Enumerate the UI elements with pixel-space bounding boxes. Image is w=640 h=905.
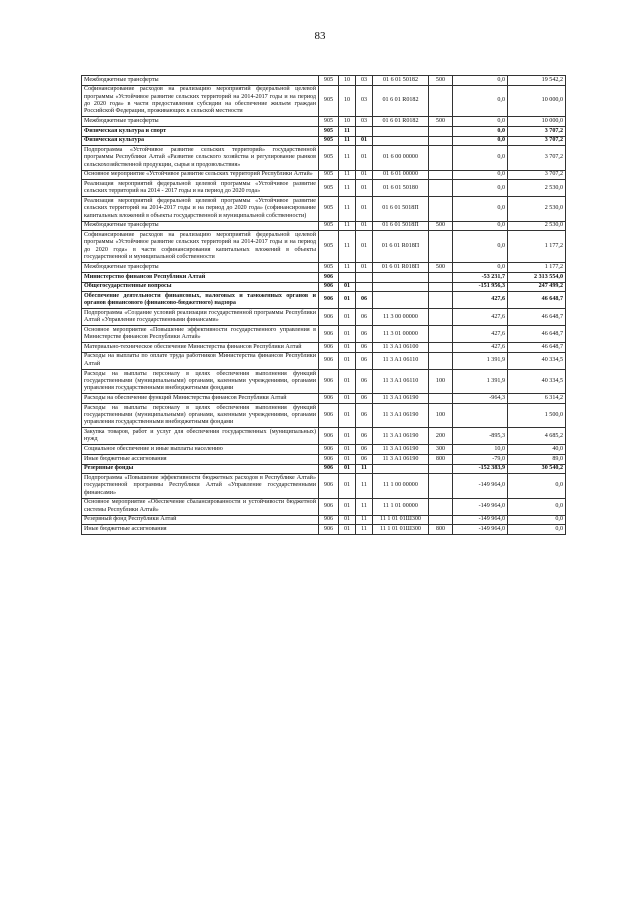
cell-change: 427,6 [453,309,508,326]
table-row [82,272,566,282]
cell-grbs: 906 [319,343,339,353]
cell-total: 40 334,5 [508,369,566,393]
cell-grbs: 905 [319,263,339,273]
cell-grbs: 906 [319,515,339,525]
cell-grbs: 905 [319,76,339,86]
cell-section: 01 [339,464,356,474]
cell-change: 1 391,9 [453,352,508,369]
cell-total: 46 648,7 [508,292,566,309]
cell-expense-type [429,197,453,221]
cell-change: 0,0 [453,231,508,263]
cell-expense-type [429,180,453,197]
table-row [82,445,566,455]
cell-grbs: 906 [319,369,339,393]
table-row [82,136,566,146]
cell-name: Основное мероприятие «Повышение эффективности государственного управления в Министерстве финансов Республики Алтай» [82,326,319,343]
cell-section: 11 [339,197,356,221]
cell-section: 01 [339,525,356,535]
cell-target-article [373,127,429,137]
table-row [82,231,566,263]
cell-subsection: 03 [356,117,373,127]
cell-change: 0,0 [453,221,508,231]
cell-expense-type [429,170,453,180]
table-row [82,76,566,86]
cell-grbs: 905 [319,197,339,221]
cell-name: Межбюджетные трансферты [82,117,319,127]
cell-total: 3 707,2 [508,170,566,180]
cell-grbs: 906 [319,292,339,309]
cell-subsection: 06 [356,292,373,309]
cell-section: 11 [339,170,356,180]
table-row [82,498,566,515]
cell-target-article: 01 6 01 5018П [373,221,429,231]
cell-name: Подпрограмма «Устойчивое развитие сельских территорий» государственной программы Республики Алтай «Развитие сельского хозяйства и регулирование рынков сельскохозяйственной продукции, сырья и продовольствия» [82,146,319,170]
cell-subsection: 01 [356,136,373,146]
cell-grbs: 906 [319,445,339,455]
cell-section: 01 [339,428,356,445]
cell-change [453,403,508,427]
cell-section [339,272,356,282]
cell-subsection: 01 [356,197,373,221]
cell-expense-type: 500 [429,76,453,86]
cell-total: 19 542,2 [508,76,566,86]
cell-subsection: 03 [356,76,373,86]
cell-total: 30 540,2 [508,464,566,474]
cell-change: -149 964,0 [453,474,508,498]
cell-subsection: 06 [356,445,373,455]
cell-grbs: 906 [319,474,339,498]
cell-grbs: 906 [319,455,339,465]
cell-section: 10 [339,85,356,117]
table-row [82,221,566,231]
cell-target-article: 11 1 01 01Ш300 [373,515,429,525]
table-row [82,455,566,465]
cell-total: 2 530,0 [508,180,566,197]
cell-target-article: 11 3 A1 06190 [373,403,429,427]
cell-expense-type [429,394,453,404]
cell-change: 0,0 [453,85,508,117]
cell-total: 10 000,0 [508,117,566,127]
cell-change: 0,0 [453,146,508,170]
cell-expense-type [429,146,453,170]
cell-total: 2 530,0 [508,197,566,221]
cell-total: 89,0 [508,455,566,465]
cell-total: 0,0 [508,515,566,525]
cell-subsection [356,282,373,292]
cell-target-article: 11 3 A1 06190 [373,394,429,404]
cell-target-article [373,292,429,309]
cell-grbs: 906 [319,428,339,445]
cell-subsection: 01 [356,263,373,273]
cell-expense-type [429,309,453,326]
cell-target-article: 01 6 00 00000 [373,146,429,170]
cell-subsection: 06 [356,352,373,369]
cell-expense-type: 100 [429,403,453,427]
cell-section: 01 [339,352,356,369]
cell-grbs: 906 [319,309,339,326]
cell-grbs: 906 [319,272,339,282]
cell-grbs: 906 [319,282,339,292]
cell-section: 11 [339,221,356,231]
cell-total: 4 685,2 [508,428,566,445]
cell-subsection: 11 [356,525,373,535]
table-row [82,309,566,326]
cell-name: Софинансирование расходов на реализацию мероприятий федеральной целевой программы «Устойчивое развитие сельских территорий на 2014-2017 годы и на период до 2020 года» в части предоставления субсидии на обеспечение жильем граждан Российской Федерации, проживающих в сельской местности [82,85,319,117]
cell-total: 1 500,0 [508,403,566,427]
cell-name: Расходы на выплаты персоналу в целях обеспечения выполнения функций государственными (муниципальными) органами, казенными учреждениями, органами управления государственными внебюджетными фондами [82,369,319,393]
table-row [82,369,566,393]
table-body [82,76,566,535]
cell-subsection: 06 [356,326,373,343]
table-row [82,127,566,137]
cell-expense-type [429,282,453,292]
cell-total: 247 499,2 [508,282,566,292]
cell-expense-type: 500 [429,221,453,231]
cell-change: 0,0 [453,263,508,273]
cell-section: 10 [339,117,356,127]
cell-name: Материально-техническое обеспечение Министерства финансов Республики Алтай [82,343,319,353]
cell-grbs: 906 [319,525,339,535]
cell-target-article: 11 3 A1 06190 [373,445,429,455]
cell-change: -151 956,3 [453,282,508,292]
cell-subsection: 01 [356,231,373,263]
cell-name: Общегосударственные вопросы [82,282,319,292]
cell-expense-type: 800 [429,525,453,535]
cell-section: 01 [339,403,356,427]
cell-target-article [373,272,429,282]
cell-expense-type: 800 [429,455,453,465]
cell-subsection: 06 [356,394,373,404]
cell-subsection: 01 [356,221,373,231]
cell-name: Софинансирование расходов на реализацию мероприятий федеральной целевой программы «Устойчивое развитие сельских территорий на 2014-2017 годы и на период до 2020 года» в части софинансирования капитальных вложений в объекты государственной и муниципальной собственности [82,231,319,263]
cell-change: -149 964,0 [453,498,508,515]
cell-expense-type [429,352,453,369]
table-row [82,117,566,127]
cell-subsection: 11 [356,515,373,525]
cell-expense-type [429,464,453,474]
cell-subsection: 06 [356,428,373,445]
cell-name: Основное мероприятие «Устойчивое развитие сельских территорий Республики Алтай» [82,170,319,180]
cell-name: Расходы на выплаты персоналу в целях обеспечения выполнения функций государственными (муниципальными) органами, казенными учреждениями, органами управления государственными внебюджетными фондами [82,403,319,427]
cell-total: 46 648,7 [508,343,566,353]
cell-name: Расходы на выплаты по оплате труда работников Министерства финансов Республики Алтай [82,352,319,369]
cell-grbs: 906 [319,403,339,427]
cell-name: Иные бюджетные ассигнования [82,455,319,465]
cell-grbs: 906 [319,464,339,474]
cell-change: 0,0 [453,180,508,197]
cell-subsection: 06 [356,343,373,353]
cell-grbs: 906 [319,394,339,404]
table-row [82,292,566,309]
cell-total: 46 648,7 [508,309,566,326]
cell-expense-type: 200 [429,428,453,445]
cell-change: 0,0 [453,117,508,127]
table-row [82,525,566,535]
cell-change: -79,0 [453,455,508,465]
table-row [82,326,566,343]
cell-expense-type: 500 [429,263,453,273]
cell-total: 0,0 [508,525,566,535]
cell-section: 11 [339,127,356,137]
cell-subsection [356,272,373,282]
cell-total: 0,0 [508,474,566,498]
cell-name: Социальное обеспечение и иные выплаты населению [82,445,319,455]
table-row [82,343,566,353]
cell-section: 11 [339,136,356,146]
cell-total: 3 707,2 [508,136,566,146]
cell-total: 1 177,2 [508,231,566,263]
cell-expense-type: 500 [429,117,453,127]
cell-total: 6 314,2 [508,394,566,404]
table-row [82,85,566,117]
cell-change: 0,0 [453,136,508,146]
cell-subsection: 03 [356,85,373,117]
cell-target-article: 01 6 01 00000 [373,170,429,180]
cell-name: Резервные фонды [82,464,319,474]
cell-total: 1 177,2 [508,263,566,273]
cell-change: -895,3 [453,428,508,445]
cell-expense-type [429,85,453,117]
table-row [82,428,566,445]
table-row [82,394,566,404]
cell-change: 427,6 [453,292,508,309]
cell-target-article: 11 1 01 01Ш300 [373,525,429,535]
cell-change: 427,6 [453,326,508,343]
cell-expense-type [429,498,453,515]
cell-name: Физическая культура и спорт [82,127,319,137]
cell-target-article [373,282,429,292]
cell-target-article: 11 3 A1 06100 [373,343,429,353]
cell-expense-type [429,127,453,137]
cell-section: 01 [339,394,356,404]
cell-total: 2 530,0 [508,221,566,231]
cell-expense-type [429,515,453,525]
cell-change: 0,0 [453,170,508,180]
cell-subsection: 11 [356,464,373,474]
cell-target-article: 11 3 A1 06110 [373,369,429,393]
cell-grbs: 905 [319,170,339,180]
cell-section: 01 [339,445,356,455]
cell-change: 0,0 [453,127,508,137]
cell-subsection: 06 [356,369,373,393]
cell-subsection: 11 [356,474,373,498]
cell-expense-type [429,272,453,282]
cell-grbs: 905 [319,180,339,197]
cell-target-article: 11 1 00 00000 [373,474,429,498]
cell-target-article: 11 3 A1 06110 [373,352,429,369]
table-row [82,474,566,498]
cell-name: Подпрограмма «Повышение эффективности бюджетных расходов в Республике Алтай» государственной программы Республики Алтай «Управление государственными финансами» [82,474,319,498]
cell-subsection: 01 [356,146,373,170]
table-row [82,464,566,474]
cell-section: 01 [339,326,356,343]
cell-name: Расходы на обеспечение функций Министерства финансов Республики Алтай [82,394,319,404]
cell-grbs: 906 [319,326,339,343]
cell-grbs: 905 [319,117,339,127]
cell-change: -149 964,0 [453,525,508,535]
cell-expense-type [429,136,453,146]
cell-expense-type: 100 [429,369,453,393]
cell-name: Резервный фонд Республики Алтай [82,515,319,525]
cell-change: 1 391,9 [453,369,508,393]
cell-target-article [373,136,429,146]
table-row [82,403,566,427]
cell-expense-type [429,474,453,498]
cell-change: -53 231,7 [453,272,508,282]
cell-subsection: 06 [356,455,373,465]
cell-subsection: 06 [356,403,373,427]
cell-target-article: 01 6 01 50180 [373,180,429,197]
cell-section: 01 [339,455,356,465]
cell-total: 40 334,5 [508,352,566,369]
cell-subsection [356,127,373,137]
cell-total: 0,0 [508,498,566,515]
cell-target-article: 01 6 01 R0182 [373,85,429,117]
cell-target-article: 11 3 A1 06190 [373,428,429,445]
cell-section: 01 [339,369,356,393]
cell-name: Межбюджетные трансферты [82,221,319,231]
cell-subsection: 11 [356,498,373,515]
cell-change: 10,0 [453,445,508,455]
table-row [82,197,566,221]
cell-subsection: 06 [356,309,373,326]
table-row [82,515,566,525]
table-row [82,263,566,273]
cell-name: Реализация мероприятий федеральной целевой программы «Устойчивое развитие сельских территорий на 2014-2017 годы и на период до 2020 года» (софинансирование капитальных вложений в объекты государственной и муниципальной собственности) [82,197,319,221]
table-row [82,282,566,292]
cell-name: Межбюджетные трансферты [82,76,319,86]
cell-section: 11 [339,263,356,273]
cell-total: 3 707,2 [508,146,566,170]
cell-grbs: 905 [319,146,339,170]
cell-name: Межбюджетные трансферты [82,263,319,273]
cell-expense-type [429,343,453,353]
cell-name: Реализация мероприятий федеральной целевой программы «Устойчивое развитие сельских территорий на 2014 - 2017 годы и на период до 2020 года» [82,180,319,197]
cell-section: 11 [339,231,356,263]
page-number: 83 [314,30,326,42]
cell-total: 3 707,2 [508,127,566,137]
cell-change: -152 383,9 [453,464,508,474]
cell-name: Иные бюджетные ассигнования [82,525,319,535]
cell-change: 0,0 [453,197,508,221]
table-row [82,352,566,369]
cell-target-article: 01 6 01 R0182 [373,117,429,127]
cell-change: 0,0 [453,76,508,86]
cell-target-article: 11 1 01 00000 [373,498,429,515]
cell-name: Основное мероприятие «Обеспечение сбалансированности и устойчивости бюджетной системы Республики Алтай» [82,498,319,515]
cell-total: 10 000,0 [508,85,566,117]
cell-subsection: 01 [356,180,373,197]
cell-name: Подпрограмма «Создание условий реализации государственной программы Республики Алтай «Управление государственными финансами» [82,309,319,326]
cell-grbs: 905 [319,136,339,146]
cell-section: 01 [339,282,356,292]
cell-subsection: 01 [356,170,373,180]
cell-section: 01 [339,292,356,309]
table-row [82,170,566,180]
cell-name: Закупка товаров, работ и услуг для обеспечения государственных (муниципальных) нужд [82,428,319,445]
cell-grbs: 906 [319,352,339,369]
cell-grbs: 905 [319,127,339,137]
cell-total: 46 648,7 [508,326,566,343]
cell-section: 11 [339,146,356,170]
cell-expense-type: 300 [429,445,453,455]
cell-section: 01 [339,498,356,515]
cell-section: 01 [339,515,356,525]
cell-section: 11 [339,180,356,197]
cell-grbs: 906 [319,498,339,515]
cell-total: 40,0 [508,445,566,455]
cell-grbs: 905 [319,231,339,263]
cell-target-article: 01 6 01 R018П [373,263,429,273]
cell-grbs: 905 [319,85,339,117]
cell-section: 10 [339,76,356,86]
cell-grbs: 905 [319,221,339,231]
cell-target-article: 11 3 01 00000 [373,326,429,343]
cell-target-article: 01 6 01 50182 [373,76,429,86]
table-row [82,146,566,170]
cell-expense-type [429,292,453,309]
cell-expense-type [429,231,453,263]
cell-section: 01 [339,474,356,498]
budget-table [81,75,566,535]
cell-total: 2 313 554,0 [508,272,566,282]
cell-section: 01 [339,309,356,326]
cell-target-article: 11 3 A1 06190 [373,455,429,465]
cell-name: Министерство финансов Республики Алтай [82,272,319,282]
cell-target-article: 01 6 01 5018П [373,197,429,221]
cell-change: -964,3 [453,394,508,404]
cell-target-article [373,464,429,474]
cell-expense-type [429,326,453,343]
cell-name: Обеспечение деятельности финансовых, налоговых и таможенных органов и органов финансового (финансово-бюджетного) надзора [82,292,319,309]
cell-change: 427,6 [453,343,508,353]
cell-change: -149 964,0 [453,515,508,525]
cell-target-article: 01 6 01 R018П [373,231,429,263]
cell-section: 01 [339,343,356,353]
table-row [82,180,566,197]
cell-target-article: 11 3 00 00000 [373,309,429,326]
cell-name: Физическая культура [82,136,319,146]
